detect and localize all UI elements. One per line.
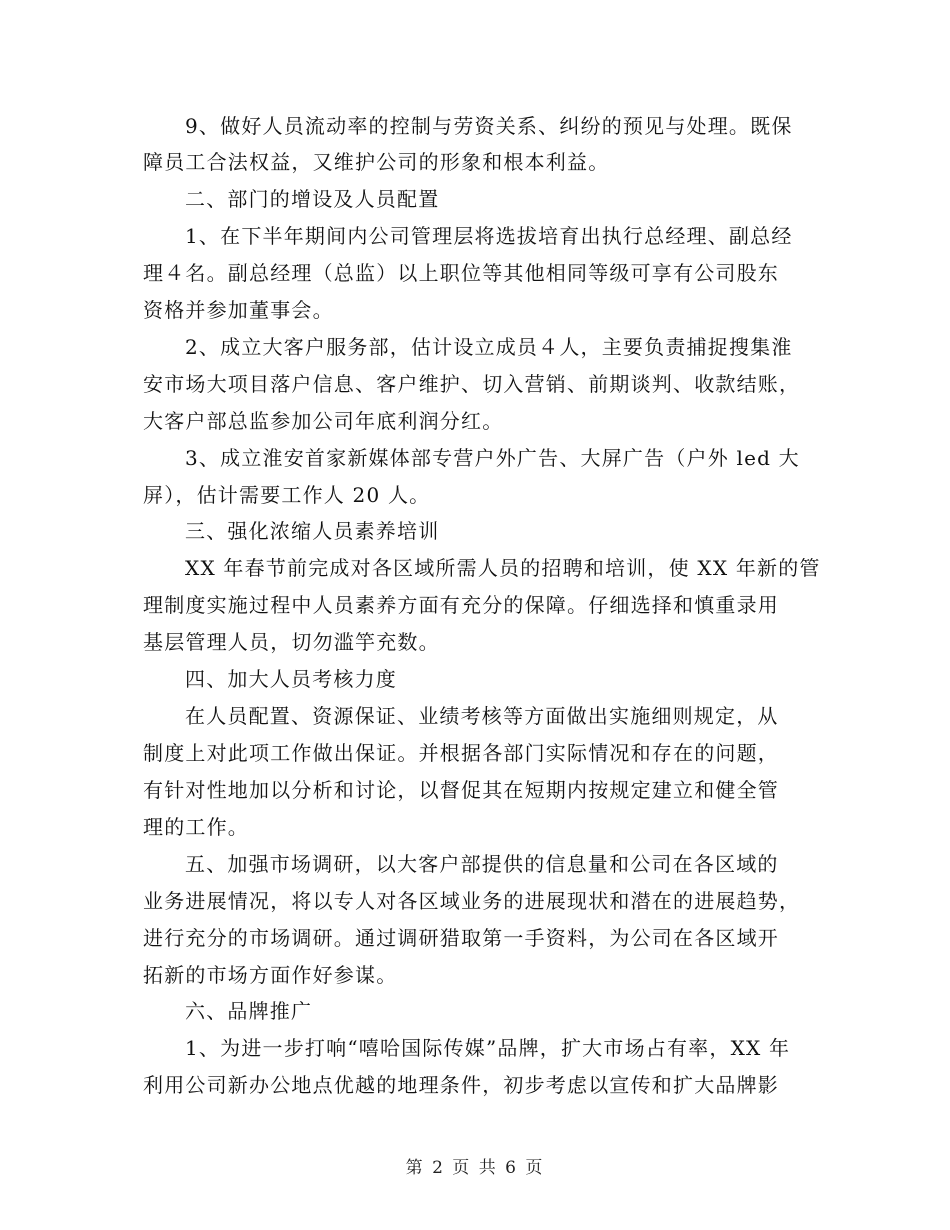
text-line: 障员工合法权益，又维护公司的形象和根本利益。 (143, 150, 610, 174)
text-line: 理４名。副总经理（总监）以上职位等其他相同等级可享有公司股东 (143, 261, 779, 285)
text-line: 理制度实施过程中人员素养方面有充分的保障。仔细选择和慎重录用 (143, 593, 779, 617)
text-line: XX 年春节前完成对各区域所需人员的招聘和培训，使 XX 年新的管 (185, 556, 821, 580)
section-heading: 三、强化浓缩人员素养培训 (185, 519, 440, 543)
text-line: 在人员配置、资源保证、业绩考核等方面做出实施细则规定，从 (185, 704, 779, 728)
text-line: 业务进展情况，将以专人对各区域业务的进展现状和潜在的进展趋势， (143, 889, 801, 913)
section-heading: 六、品牌推广 (185, 999, 313, 1023)
text-line: 9、做好人员流动率的控制与劳资关系、纠纷的预见与处理。既保 (185, 114, 793, 138)
text-line: 1、在下半年期间内公司管理层将选拔培育出执行总经理、副总经 (185, 224, 793, 248)
page-footer: 第 2 页 共 6 页 (405, 1158, 545, 1178)
text-line: 安市场大项目落户信息、客户维护、切入营销、前期谈判、收款结账， (143, 372, 801, 396)
text-line: 屏），估计需要工作人 20 人。 (143, 483, 431, 507)
text-line: 资格并参加董事会。 (143, 298, 334, 322)
text-line: 基层管理人员，切勿滥竽充数。 (143, 630, 440, 654)
text-line: 2、成立大客户服务部，估计设立成员４人，主要负责捕捉搜集淮 (185, 335, 793, 359)
text-line: 大客户部总监参加公司年底利润分红。 (143, 409, 504, 433)
section-heading: 二、部门的增设及人员配置 (185, 187, 440, 211)
text-line: 1、为进一步打响“嘻哈国际传媒”品牌，扩大市场占有率，XX 年 (185, 1036, 791, 1060)
text-line: 理的工作。 (143, 815, 249, 839)
section-heading: 五、加强市场调研，以大客户部提供的信息量和公司在各区域的 (185, 852, 779, 876)
text-line: 进行充分的市场调研。通过调研猎取第一手资料，为公司在各区域开 (143, 926, 779, 950)
section-heading: 四、加大人员考核力度 (185, 667, 397, 691)
text-line: 有针对性地加以分析和讨论，以督促其在短期内按规定建立和健全管 (143, 778, 779, 802)
text-line: 拓新的市场方面作好参谋。 (143, 963, 398, 987)
text-line: 利用公司新办公地点优越的地理条件，初步考虑以宣传和扩大品牌影 (143, 1073, 779, 1097)
text-line: 制度上对此项工作做出保证。并根据各部门实际情况和存在的问题， (143, 741, 779, 765)
text-line: 3、成立淮安首家新媒体部专营户外广告、大屏广告（户外 led 大 (185, 446, 800, 470)
